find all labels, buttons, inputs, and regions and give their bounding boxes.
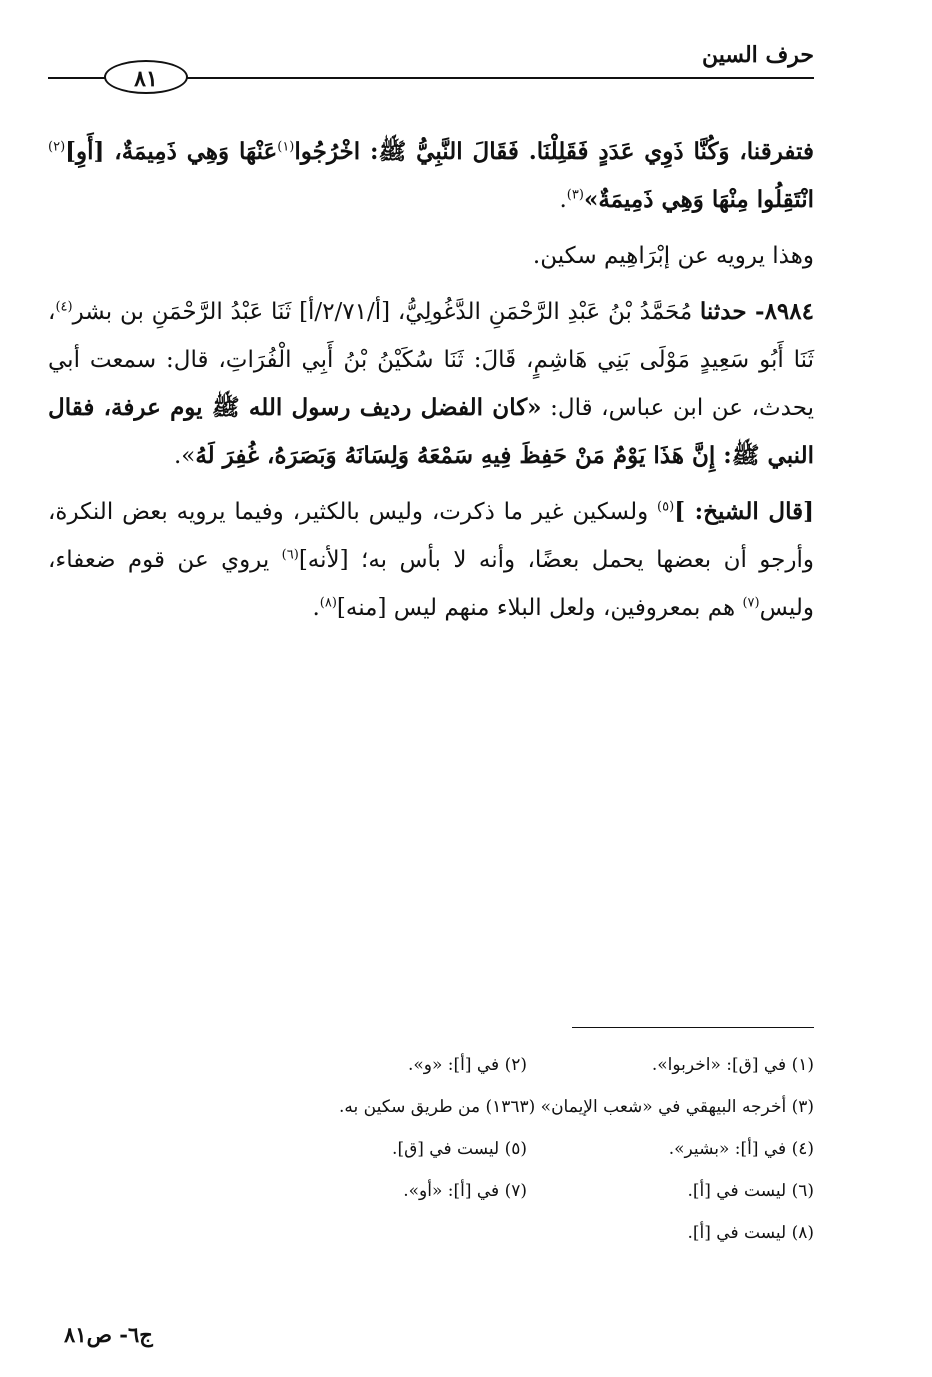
text: يروي عن قوم ضعفاء، وليس	[48, 547, 814, 621]
text: ، ثَنَا أَبُو سَعِيدٍ مَوْلَى بَنِي هَاشِمٍ، قَالَ: ثَنَا سُكَيْنُ بْنُ أَبِي الْفُرَاتِ، قال: سمعت أبي يحدث، عن ابن عباس، قال:	[48, 299, 814, 421]
footnote-3: (٣) أخرجه البيهقي في «شعب الإيمان» (١٣٦٣) من طريق سكين به.	[339, 1097, 814, 1117]
paragraph-1	[48, 128, 814, 224]
text: مُحَمَّدُ بْنُ عَبْدِ الرَّحْمَنِ الدَّغُولِيُّ، [أ/٢/٧١/أ] ثَنَا عَبْدُ الرَّحْمَنِ بن بشر	[72, 299, 700, 325]
footnote-4: (٤) في [أ]: «بشير».	[668, 1139, 814, 1159]
paragraph-2: وهذا يرويه عن إبْرَاهِيم سكين.	[532, 243, 814, 269]
footnote-2: (٢) في [أ]: «و».	[407, 1055, 527, 1075]
text: .	[559, 187, 567, 213]
hadith-text: «كان الفضل رديف رسول الله ﷺ يوم عرفة، فقال النبي ﷺ: إِنَّ هَذَا يَوْمٌ مَنْ حَفِظَ فِيهِ سَمْعَهُ وَلِسَانَهُ وَبَصَرَهُ، غُفِرَ لَهُ	[48, 394, 814, 469]
text: ».	[173, 443, 196, 469]
footnote-row	[240, 1170, 814, 1212]
page-number-badge: ٨١	[104, 60, 188, 94]
text: [قال الشيخ: ]	[674, 498, 814, 525]
footnote-marker[interactable]: (٢)	[48, 139, 66, 155]
text: حدثنا	[699, 298, 747, 325]
footnote-marker[interactable]: (١)	[277, 139, 295, 155]
footnote-rule	[572, 1027, 814, 1028]
hadith-number: ٨٩٨٤-	[746, 298, 814, 325]
text: عَنْهَا وَهِي ذَمِيمَةٌ،	[104, 138, 278, 165]
footnote-8: (٨) ليست في [أ].	[687, 1223, 814, 1243]
footnote-marker[interactable]: (٧)	[742, 595, 760, 611]
footnote-row	[240, 1086, 814, 1128]
footnote-7: (٧) في [أ]: «أو».	[403, 1181, 527, 1201]
text: .	[312, 595, 320, 621]
text: ولسكين غير ما ذكرت، وليس بالكثير، وفيما يرويه بعض النكرة، وأرجو أن بعضها يحمل بعضًا، وأنه لا بأس به؛ [لأنه]	[48, 499, 814, 573]
footnotes	[240, 1044, 814, 1254]
text: فتفرقنا، وَكُنَّا ذَوِي عَدَدٍ فَقَلِلْنَا. فَقَالَ النَّبِيُّ ﷺ:	[360, 138, 814, 165]
footnote-row	[240, 1128, 814, 1170]
text: انْتَقِلُوا مِنْهَا وَهِي ذَمِيمَةٌ»	[583, 186, 814, 213]
footnote-row	[240, 1212, 814, 1254]
chapter-title: حرف السين	[701, 42, 814, 68]
footnote-marker[interactable]: (٤)	[55, 299, 73, 315]
footnote-row	[240, 1044, 814, 1086]
footnote-marker[interactable]: (٣)	[566, 187, 584, 203]
page-reference: ج٦- ص٨١	[64, 1322, 153, 1347]
paragraph-4	[48, 488, 814, 632]
text: اخْرُجُوا	[294, 138, 361, 165]
paragraph-3	[48, 288, 814, 480]
footnote-5: (٥) ليست في [ق].	[392, 1139, 527, 1159]
footnote-1: (١) في [ق]: «اخربوا».	[651, 1055, 814, 1075]
text: [أَوِ]	[65, 138, 105, 165]
footnote-marker[interactable]: (٨)	[319, 595, 337, 611]
text: هم بمعروفين، ولعل البلاء منهم ليس [منه]	[336, 595, 743, 621]
footnote-6: (٦) ليست في [أ].	[687, 1181, 814, 1201]
main-text	[48, 128, 814, 640]
footnote-marker[interactable]: (٦)	[281, 547, 299, 563]
footnote-marker[interactable]: (٥)	[657, 499, 675, 515]
